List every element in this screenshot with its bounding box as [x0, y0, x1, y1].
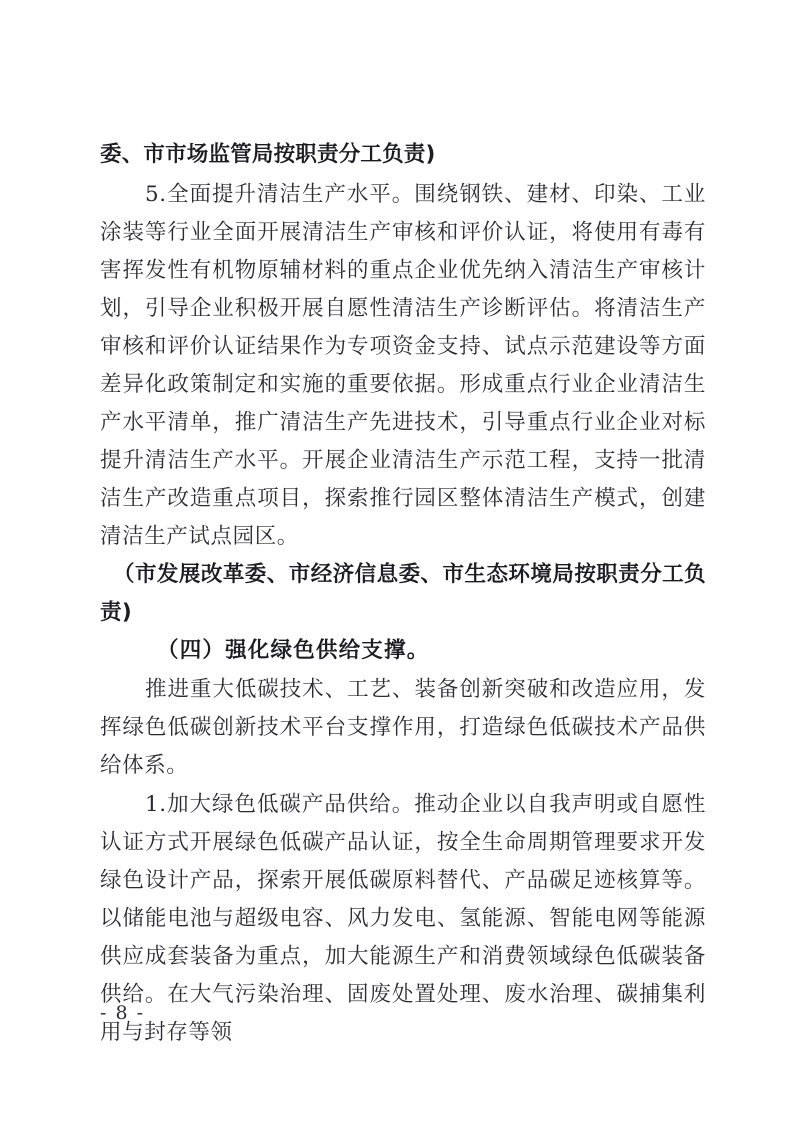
- continuation-heading: 委、市市场监管局按职责分工负责): [100, 142, 436, 167]
- paragraph-item-1: 1.加大绿色低碳产品供给。推动企业以自我声明或自愿性认证方式开展绿色低碳产品认证，按全生命周期管理要求开发绿色设计产品，探索开展低碳原料替代、产品碳足迹核算等。以储能电池与超级电容、风力发电、氢能源、智能电网等能源供应成套装备为重点，加大能源生产和消费领域绿色低碳装备供给。在大气污染治理、固废处置处理、废水治理、碳捕集利用与封存等领: [100, 792, 706, 1045]
- document-body: [100, 136, 706, 1052]
- paragraph-section-four-intro: 推进重大低碳技术、工艺、装备创新突破和改造应用，发挥绿色低碳创新技术平台支撑作用，打造绿色低碳技术产品供给体系。: [100, 677, 706, 778]
- section-heading-four: （四）强化绿色供给支撑。: [157, 638, 430, 663]
- paragraph-item-5: 5.全面提升清洁生产水平。围绕钢铁、建材、印染、工业涂装等行业全面开展清洁生产审核和评价认证，将使用有毒有害挥发性有机物原辅材料的重点企业优先纳入清洁生产审核计划，引导企业积极开展自愿性清洁生产诊断评估。将清洁生产审核和评价认证结果作为专项资金支持、试点示范建设等方面差异化政策制定和实施的重要依据。形成重点行业企业清洁生产水平清单，推广清洁生产先进技术，引导重点行业企业对标提升清洁生产水平。开展企业清洁生产示范工程，支持一批清洁生产改造重点项目，探索推行园区整体清洁生产模式，创建清洁生产试点园区。: [100, 182, 706, 549]
- page-number: - 8 -: [100, 1002, 145, 1024]
- responsibility-note-item-5: （市发展改革委、市经济信息委、市生态环境局按职责分工负责): [100, 562, 706, 625]
